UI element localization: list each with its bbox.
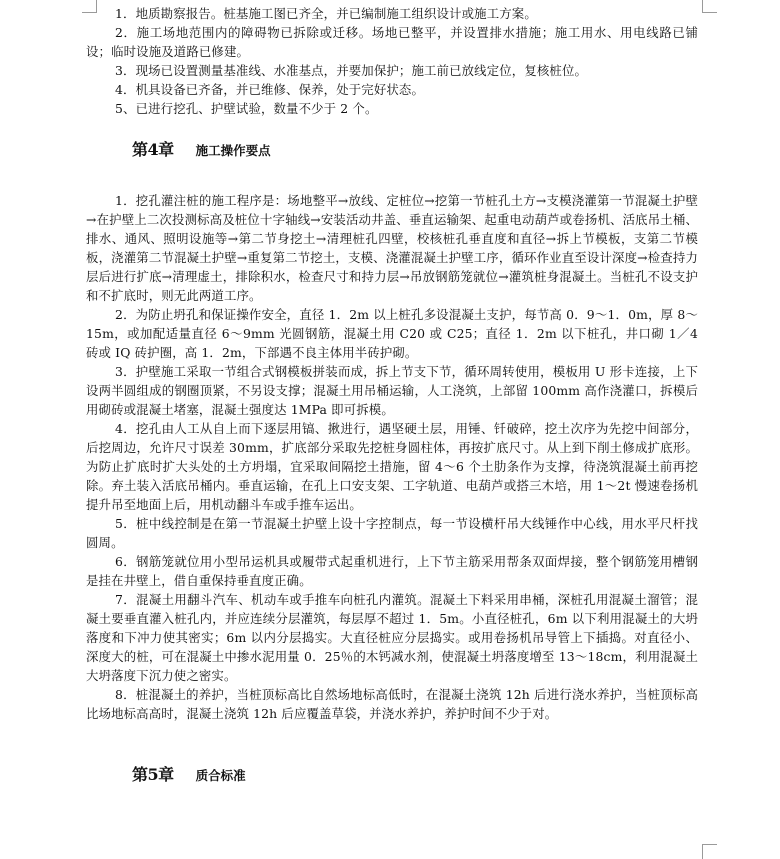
chapter-title: 质合标准 — [195, 768, 246, 783]
chapter-4-heading — [86, 137, 698, 160]
paragraph: 8．桩混凝土的养护，当桩顶标高比自然场地标高低时，在混凝土浇筑 12h 后进行浇水养护，当桩顶标高比场地标高高时，混凝土浇筑 12h 后应覆盖草袋，并浇水养护，养护时间不少于对。 — [86, 687, 698, 721]
paragraph: 3．护壁施工采取一节组合式钢模板拼装而成，拆上节支下节，循环周转使用，模板用 U 形卡连接，上下设两半圆组成的钢圈顶紧，不另设支撑；混凝土用吊桶运输，人工浇筑，上部留 100mm 高作浇灌口，拆模后用砌砖或混凝土堵塞，混凝土强度达 1MPa 即可拆模。 — [86, 364, 698, 417]
chapter-title: 施工操作要点 — [195, 143, 271, 158]
list-item: 2．施工场地范围内的障碍物已拆除或迁移。场地已整平，并设置排水措施；施工用水、用电线路已铺设；临时设施及道路已修建。 — [86, 25, 698, 59]
list-item: 3．现场已设置测量基准线、水准基点，并要加保护；施工前已放线定位，复核桩位。 — [115, 63, 588, 78]
preparation-list — [86, 4, 698, 118]
crop-mark-bottom-right — [702, 844, 717, 859]
paragraph: 1．挖孔灌注桩的施工程序是：场地整平→放线、定桩位→挖第一节桩孔土方→支模浇灌第一节混凝土护壁→在护壁上二次投测标高及桩位十字轴线→安装活动井盖、垂直运输架、起重电动葫芦或卷扬机、活底吊土桶、排水、通风、照明设施等→第二节身挖土→清理桩孔四壁，校核桩孔垂直度和直径→拆上节模板，支第二节模板，浇灌第二节混凝土护壁→重复第二节挖土，支模、浇灌混凝土护壁工序，循环作业直至设计深度→检查持力层后进行扩底→清理虚土，排除积水，检查尺寸和持力层→吊放钢筋笼就位→灌筑桩身混凝土。当桩孔不设支护和不扩底时，则无此两道工序。 — [86, 193, 698, 303]
paragraph: 7．混凝土用翻斗汽车、机动车或手推车向桩孔内灌筑。混凝土下料采用串桶，深桩孔用混凝土溜管；混凝土要垂直灌入桩孔内，并应连续分层灌筑，每层厚不超过 1．5m。小直径桩孔，6m 以下利用混凝土的大坍落度和下冲力使其密实；6m 以内分层捣实。大直径桩应分层捣实。或用卷扬机吊导管上下插捣。对直径小、深度大的桩，可在混凝土中掺水泥用量 0．25％的木钙减水剂，使混凝土坍落度增至 13～18cm，利用混凝土大坍落度下沉力使之密实。 — [86, 592, 698, 683]
chapter-5-heading — [86, 762, 698, 785]
list-item: 5、已进行挖孔、护壁试验，数量不少于 2 个。 — [115, 101, 378, 116]
paragraph: 6．钢筋笼就位用小型吊运机具或履带式起重机进行，上下节主筋采用帮条双面焊接，整个钢筋笼用槽钢是挂在井壁上，借自重保持垂直度正确。 — [86, 554, 698, 588]
paragraph: 2．为防止坍孔和保证操作安全，直径 1．2m 以上桩孔多设混凝土支护，每节高 0．9～1．0m，厚 8～15m，或加配适量直径 6～9mm 光圆钢筋，混凝土用 C20 或 C25；直径 1．2m 以下桩孔，井口砌 1／4 砖或 IQ 砖护圈，高 1．2m，下部遇不良主体用半砖护砌。 — [86, 307, 698, 360]
chapter-number: 第5章 — [132, 765, 174, 784]
paragraph: 5．桩中线控制是在第一节混凝土护壁上设十字控制点，每一节设横杆吊大线锤作中心线，用水平尺杆找圆周。 — [86, 516, 698, 550]
chapter-4-body — [86, 191, 698, 723]
paragraph: 4．挖孔由人工从自上而下逐层用镐、揪进行，遇坚硬土层，用锤、钎破碎，挖土次序为先挖中间部分，后挖周边，允许尺寸误差 30mm，扩底部分采取先挖桩身圆柱体，再按扩底尺寸。从上到下削土修成扩底形。为防止扩底时扩大头处的土方坍塌，宜采取间隔挖土措施，留 4～6 个土肋条作为支撑，待浇筑混凝土前再挖除。弃土装入活底吊桶内。垂直运输，在孔上口安支架、工字轨道、电葫芦或搭三木培，用 1～2t 慢速卷扬机提升吊至地面上后，用机动翻斗车或手推车运出。 — [86, 421, 698, 512]
crop-mark-top-right — [702, 0, 717, 13]
chapter-number: 第4章 — [132, 140, 174, 159]
list-item: 1．地质勘察报告。桩基施工图已齐全，并已编制施工组织设计或施工方案。 — [115, 6, 537, 21]
document-body — [86, 4, 698, 785]
list-item: 4．机具设备已齐备，并已维修、保养，处于完好状态。 — [115, 82, 425, 97]
